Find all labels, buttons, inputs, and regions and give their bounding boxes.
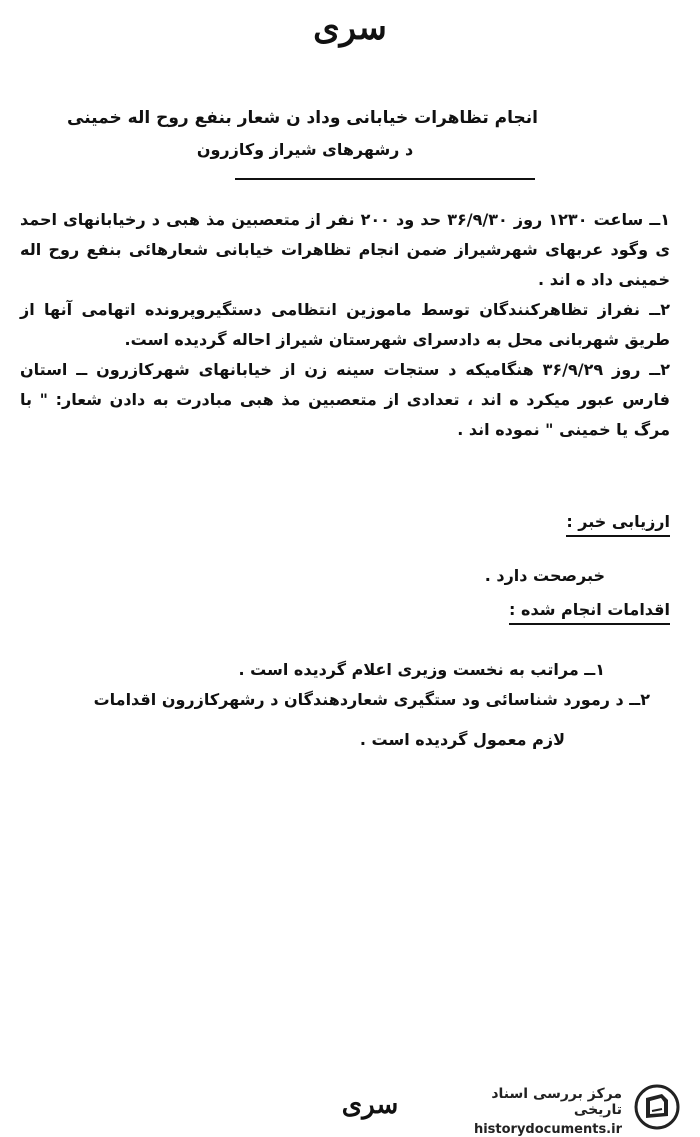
report-paragraph-3: ۲ــ روز ۳۶/۹/۲۹ هنگامیکه د ستجات سینه زن از خیابانهای شهرکازرون ــ استان فارس عبور میکرد ه اند ، تعدادی از متعصبین مذ هبی مبادرت به دادن شعار: " با مرگ یا خمینی " نموده اند . xyxy=(20,360,670,439)
title-line-1: انجام تظاهرات خیابانی وداد ن شعار بنفع روح اله خمینی xyxy=(67,108,538,128)
document-title xyxy=(0,108,700,159)
report-paragraph-2: ۲ــ نفراز تظاهرکنندگان توسط ماموزین انتظامی دستگیروپرونده اتهامی آنها از طریق شهربانی محل به دادسرای شهرستان شیراز احاله گردیده است. xyxy=(20,300,670,349)
title-underline xyxy=(235,178,535,180)
classification-mark-top: سری xyxy=(313,8,387,48)
title-line-2: د رشهرهای شیراز وکازرون xyxy=(196,140,414,159)
report-body xyxy=(20,205,670,445)
action-item-2-continued: لازم معمول گردیده است . xyxy=(359,730,565,749)
classification-mark-bottom: سری xyxy=(341,1090,399,1120)
evaluation-heading xyxy=(20,512,670,537)
watermark-name: مرکز بررسی اسناد تاریخی xyxy=(491,1086,622,1118)
archive-watermark xyxy=(440,1082,690,1137)
evaluation-text: خبرصحت دارد . xyxy=(484,566,605,585)
evaluation-heading-text: ارزیابی خبر : xyxy=(566,512,670,537)
watermark-url: historydocuments.ir xyxy=(473,1122,622,1137)
actions-list xyxy=(15,655,650,755)
actions-heading xyxy=(20,600,670,625)
archive-logo-icon xyxy=(632,1084,682,1130)
actions-heading-text: اقدامات انجام شده : xyxy=(509,600,670,625)
report-paragraph-1: ۱ــ ساعت ۱۲۳۰ روز ۳۶/۹/۳۰ حد ود ۲۰۰ نفر از متعصبین مذ هبی د رخیابانهای احمد ی وگود عربهای شهرشیراز ضمن انجام تظاهرات خیابانی شعارهائی بنفع روح اله خمینی داد ه اند . xyxy=(20,210,671,289)
action-item-2: ۲ــ د رمورد شناسائی ود ستگیری شعاردهندگان د رشهرکازرون اقدامات xyxy=(93,690,650,709)
watermark-text xyxy=(440,1086,622,1137)
action-item-1: ۱ــ مراتب به نخست وزیری اعلام گردیده است . xyxy=(238,660,605,679)
